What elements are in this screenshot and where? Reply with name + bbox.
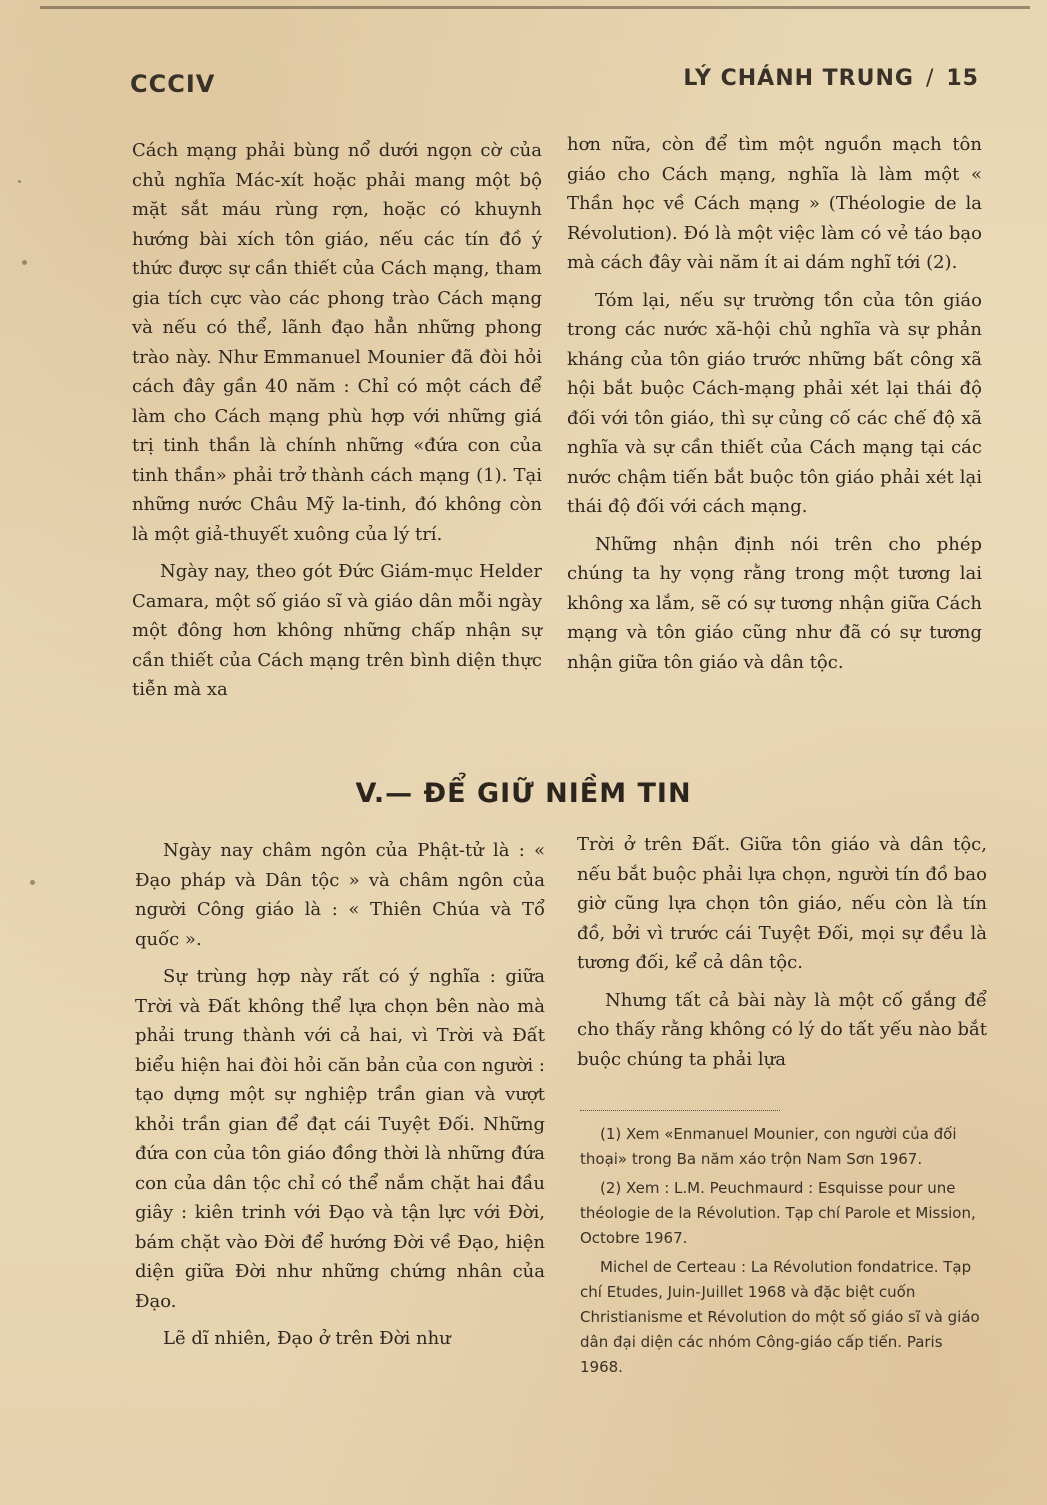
paragraph: Những nhận định nói trên cho phép chúng ta hy vọng rằng trong một tương lai không xa lắm, sẽ có sự tương nhận giữa Cách mạng và tôn giáo cũng như đã có sự tương nhận giữa tôn giáo và dân tộc.	[567, 533, 982, 673]
running-header	[683, 66, 979, 91]
paper-speck	[30, 880, 35, 885]
paragraph: Sự trùng hợp này rất có ý nghĩa : giữa Trời và Đất không thể lựa chọn bên nào mà phải trung thành với cả hai, vì Trời và Đất biểu hiện hai đòi hỏi căn bản của con người : tạo dựng một sự nghiệp trần gian và vượt khỏi trần gian để đạt cái Tuyệt Đối. Những đứa con của tôn giáo đồng thời là những đứa con của dân tộc chỉ có thể nắm chặt hai đầu giây : kiên trinh với Đạo và tận lực với Đời, bám chặt vào Đời để hướng Đời về Đạo, hiện diện giữa Đời như những chứng nhân của Đạo.	[135, 966, 545, 1312]
paragraph: Trời ở trên Đất. Giữa tôn giáo và dân tộc, nếu bắt buộc phải lựa chọn, người tín đồ bao giờ cũng lựa chọn tôn giáo, nếu còn là tín đồ, bởi vì trước cái Tuyệt Đối, mọi sự đều là tương đối, kể cả dân tộc.	[577, 834, 987, 973]
author-name: LÝ CHÁNH TRUNG	[683, 66, 914, 91]
column-bottom-right	[577, 830, 987, 1082]
footnote: (2) Xem : L.M. Peuchmaurd : Esquisse pour une théologie de la Révolution. Tạp chí Parole et Mission, Octobre 1967.	[580, 1179, 976, 1247]
paragraph: Ngày nay, theo gót Đức Giám-mục Helder Camara, một số giáo sĩ và giáo dân mỗi ngày một đông hơn không những chấp nhận sự cần thiết của Cách mạng trên bình diện thực tiễn mà xa	[132, 561, 542, 700]
column-top-right	[567, 130, 982, 685]
footnotes	[580, 1122, 990, 1384]
paper-speck	[18, 180, 21, 183]
footnote: (1) Xem «Enmanuel Mounier, con người của đối thoại» trong Ba năm xáo trộn Nam Sơn 1967.	[580, 1125, 957, 1168]
paragraph: Tóm lại, nếu sự trường tồn của tôn giáo trong các nước xã-hội chủ nghĩa và sự phản kháng của tôn giáo trước những bất công xã hội bắt buộc Cách-mạng phải xét lại thái độ đối với tôn giáo, thì sự củng cố các chế độ xã nghĩa và sự cần thiết của Cách mạng tại các nước chậm tiến bắt buộc tôn giáo phải xét lại thái độ đối với cách mạng.	[567, 289, 982, 517]
series-number: CCCIV	[130, 70, 216, 98]
paragraph: Cách mạng phải bùng nổ dưới ngọn cờ của chủ nghĩa Mác-xít hoặc phải mang một bộ mặt sắt máu rùng rợn, hoặc có khuynh hướng bài xích tôn giáo, nếu các tín đồ ý thức được sự cần thiết của Cách mạng, tham gia tích cực vào các phong trào Cách mạng và nếu có thể, lãnh đạo hẳn những phong trào này. Như Emmanuel Mounier đã đòi hỏi cách đây gần 40 năm : Chỉ có một cách để làm cho Cách mạng phù hợp với những giá trị tinh thần là chính những «đứa con của tinh thần» phải trở thành cách mạng (1). Tại những nước Châu Mỹ la-tinh, đó không còn là một giả-thuyết xuông của lý trí.	[132, 140, 542, 545]
footnote-divider	[580, 1110, 780, 1111]
footnote: Michel de Certeau : La Révolution fondatrice. Tạp chí Etudes, Juin-Juillet 1968 và đặc biệt cuốn Christianisme et Révolution do một số giáo sĩ và giáo dân đại diện các nhóm Công-giáo cấp tiến. Paris 1968.	[580, 1258, 980, 1376]
top-edge-rule	[40, 6, 1030, 9]
paragraph: Lẽ dĩ nhiên, Đạo ở trên Đời như	[163, 1328, 451, 1349]
paragraph: Ngày nay châm ngôn của Phật-tử là : « Đạo pháp và Dân tộc » và châm ngôn của người Công giáo là : « Thiên Chúa và Tổ quốc ».	[135, 840, 545, 950]
column-top-left	[132, 136, 542, 713]
page-number: 15	[946, 66, 979, 91]
header-separator: /	[925, 66, 935, 91]
paragraph: Nhưng tất cả bài này là một cố gắng để cho thấy rằng không có lý do tất yếu nào bắt buộc chúng ta phải lựa	[577, 989, 987, 1070]
paper-speck	[22, 260, 27, 265]
column-bottom-left	[135, 836, 545, 1362]
paragraph: hơn nữa, còn để tìm một nguồn mạch tôn giáo cho Cách mạng, nghĩa là làm một « Thần học về Cách mạng » (Théologie de la Révolution). Đó là một việc làm có vẻ táo bạo mà cách đây vài năm ít ai dám nghĩ tới (2).	[567, 134, 982, 273]
section-heading: V.— ĐỂ GIỮ NIỀM TIN	[355, 778, 692, 809]
